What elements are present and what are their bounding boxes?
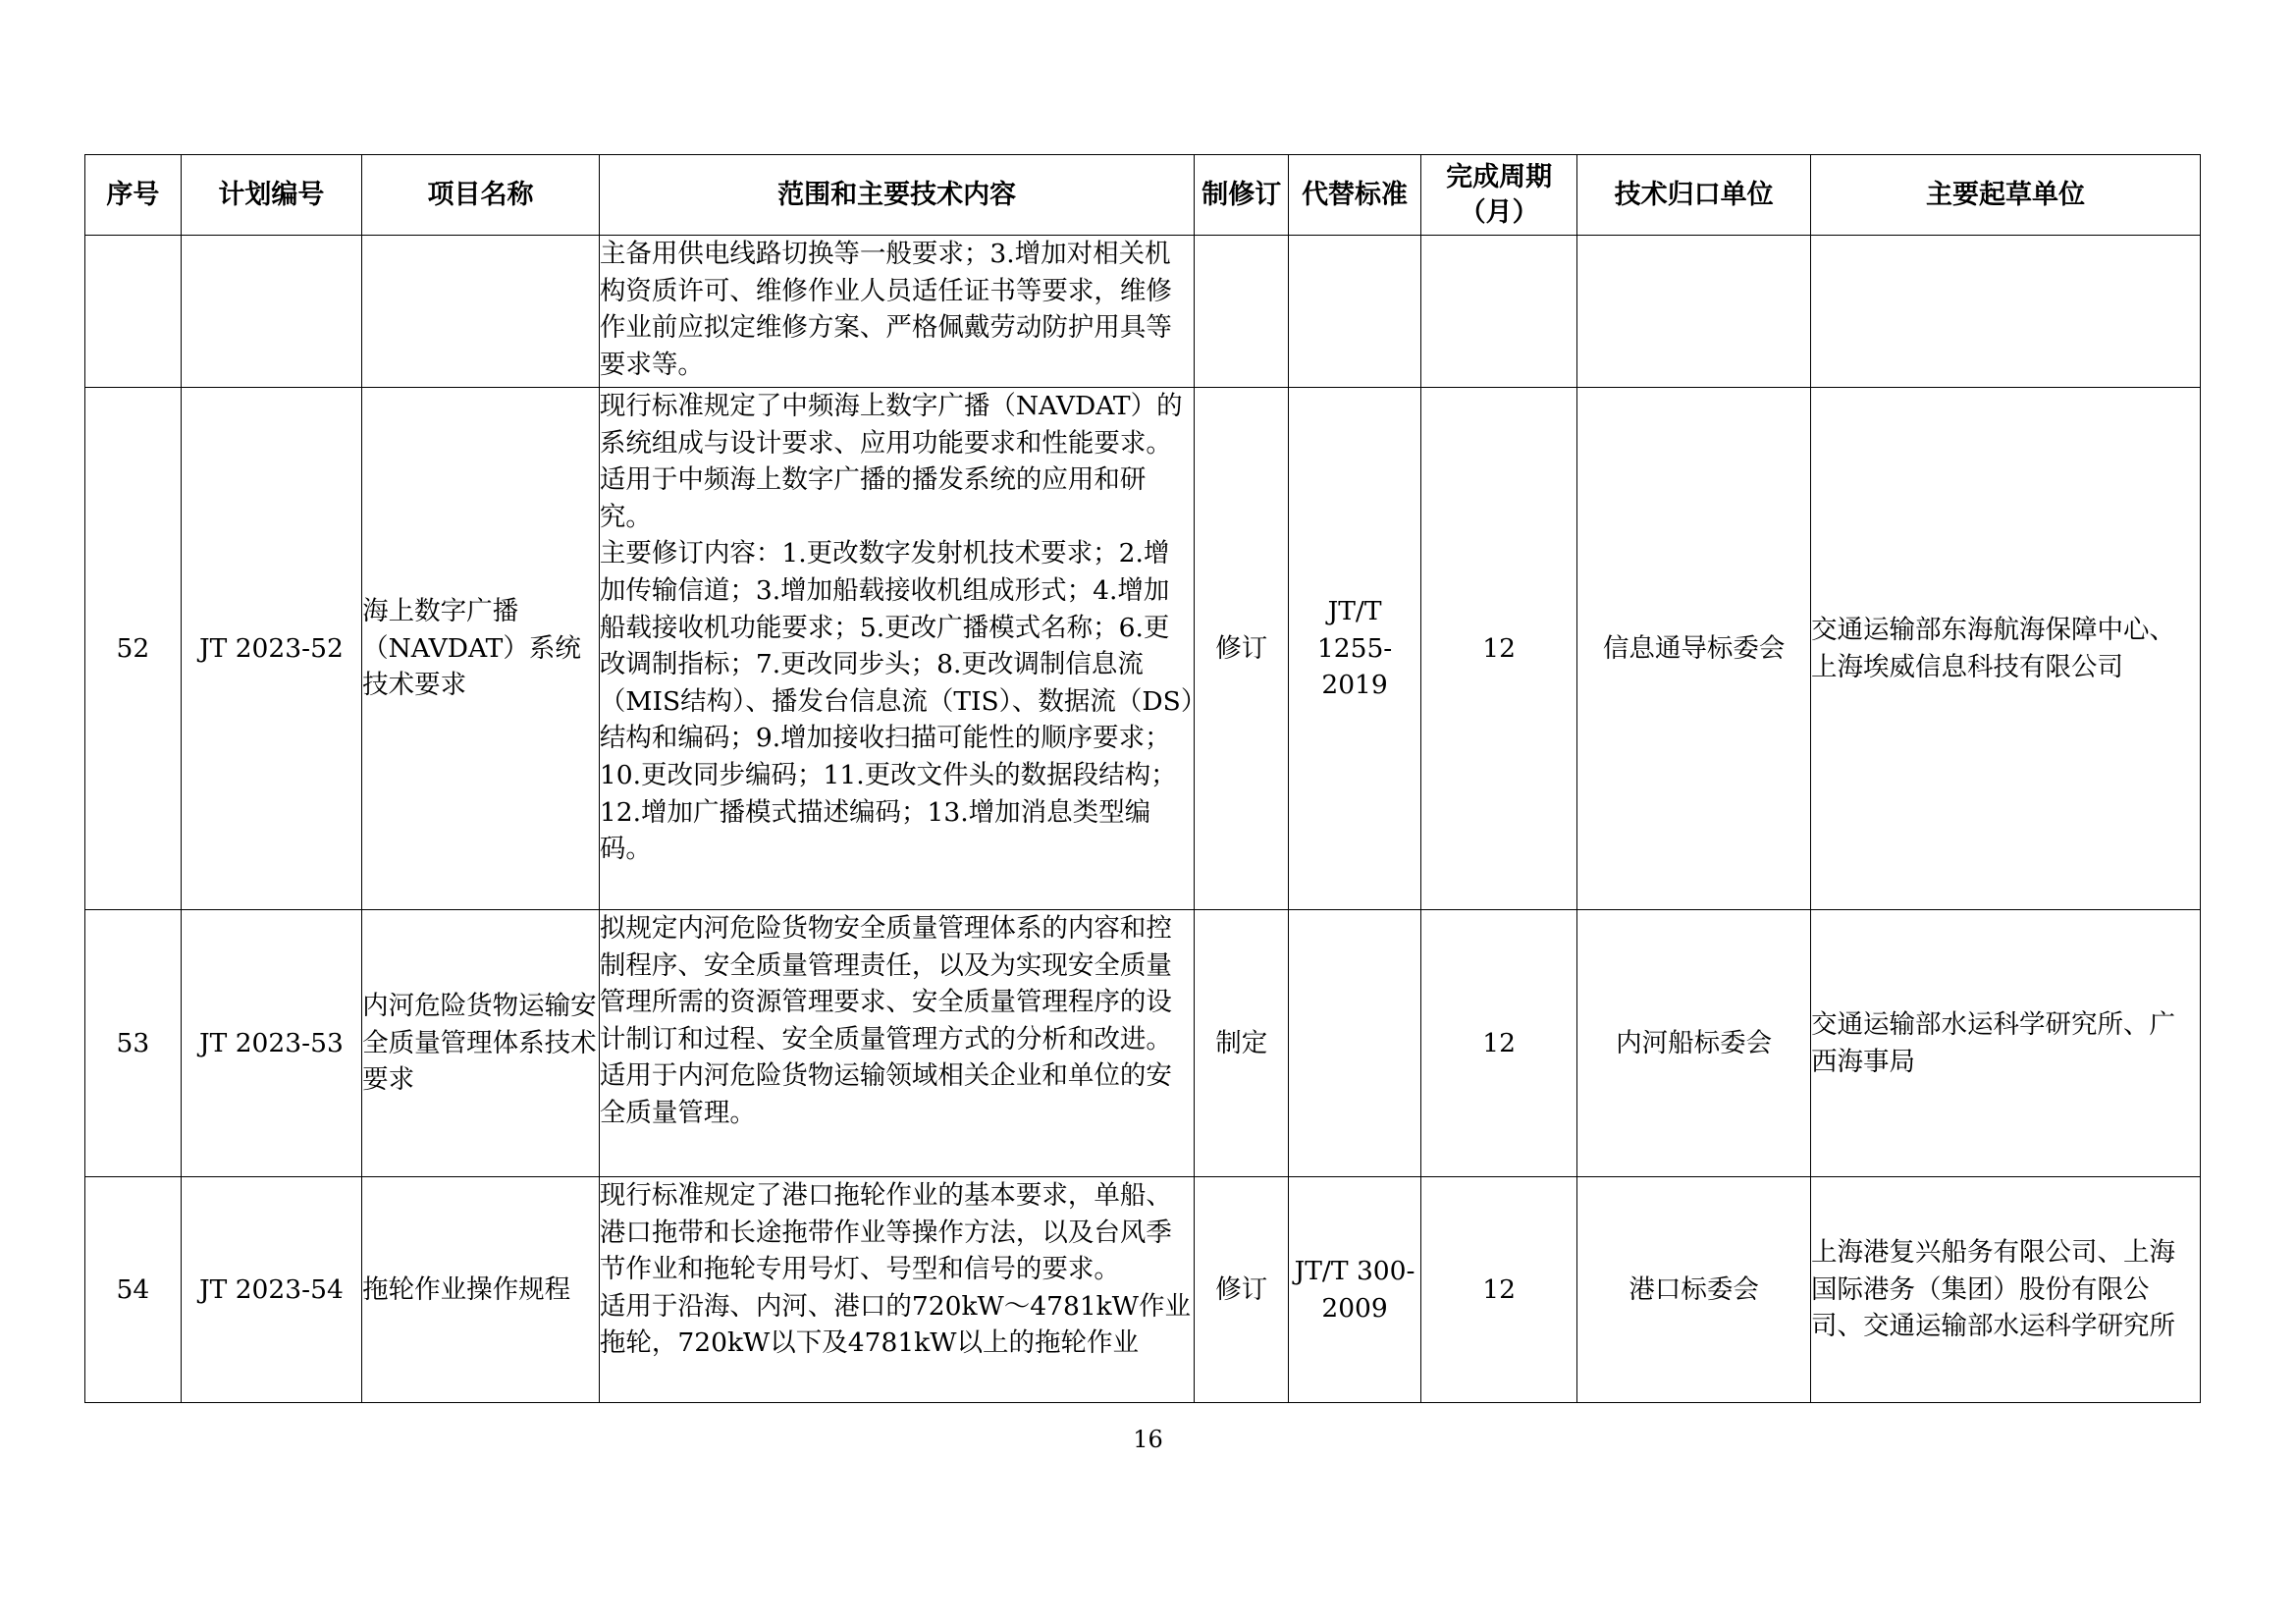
cell-tech-unit: 信息通导标委会 <box>1577 388 1811 910</box>
table-row <box>85 1177 2201 1403</box>
cell-scope <box>599 910 1195 1177</box>
cell-period: 12 <box>1421 1177 1577 1403</box>
header-plan-no: 计划编号 <box>181 155 361 236</box>
cell-empty <box>1421 236 1577 388</box>
cell-scope <box>599 388 1195 910</box>
cell-name: 拖轮作业操作规程 <box>362 1177 600 1403</box>
header-type: 制修订 <box>1195 155 1289 236</box>
cell-drafting: 上海港复兴船务有限公司、上海国际港务（集团）股份有限公司、交通运输部水运科学研究所 <box>1810 1177 2200 1403</box>
scope-paragraph: 主要修订内容：1.更改数字发射机技术要求；2.增加传输信道；3.增加船载接收机组成形式；4.增加船载接收机功能要求；5.更改广播模式名称；6.更改调制指标；7.更改同步头；8.更改调制信息流（MIS结构）、播发台信息流（TIS）、数据流（DS）结构和编码；9.增加接收扫描可能性的顺序要求；10.更改同步编码；11.更改文件头的数据段结构；12.增加广播模式描述编码；13.增加消息类型编码。 <box>599 538 1195 865</box>
table-row <box>85 388 2201 910</box>
cell-tech-unit: 内河船标委会 <box>1577 910 1811 1177</box>
scope-paragraph: 适用于沿海、内河、港口的720kW～4781kW作业拖轮，720kW以下及4781kW以上的拖轮作业 <box>599 1290 1191 1359</box>
cell-tech-unit: 港口标委会 <box>1577 1177 1811 1403</box>
cell-no: 52 <box>85 388 182 910</box>
scope-paragraph: 现行标准规定了港口拖轮作业的基本要求，单船、港口拖带和长途拖带作业等操作方法，以及台风季节作业和拖轮专用号灯、号型和信号的要求。 <box>599 1180 1172 1285</box>
cell-replace <box>1289 910 1421 1177</box>
cell-period: 12 <box>1421 910 1577 1177</box>
cell-no: 53 <box>85 910 182 1177</box>
cell-type: 修订 <box>1195 388 1289 910</box>
cell-type: 制定 <box>1195 910 1289 1177</box>
header-no: 序号 <box>85 155 182 236</box>
cell-plan-no: JT 2023-52 <box>181 388 361 910</box>
header-name: 项目名称 <box>362 155 600 236</box>
header-scope: 范围和主要技术内容 <box>599 155 1195 236</box>
cell-empty <box>362 236 600 388</box>
cell-drafting: 交通运输部水运科学研究所、广西海事局 <box>1810 910 2200 1177</box>
cell-name: 海上数字广播（NAVDAT）系统技术要求 <box>362 388 600 910</box>
page-number: 16 <box>1133 1426 1163 1453</box>
standards-plan-table <box>84 154 2201 1403</box>
header-tech-unit: 技术归口单位 <box>1577 155 1811 236</box>
header-replace: 代替标准 <box>1289 155 1421 236</box>
cell-empty <box>1810 236 2200 388</box>
cell-empty <box>1289 236 1421 388</box>
cell-name: 内河危险货物运输安全质量管理体系技术要求 <box>362 910 600 1177</box>
scope-paragraph: 拟规定内河危险货物安全质量管理体系的内容和控制程序、安全质量管理责任，以及为实现安全质量管理所需的资源管理要求、安全质量管理程序的设计制订和过程、安全质量管理方式的分析和改进。 <box>599 913 1172 1055</box>
cell-drafting: 交通运输部东海航海保障中心、上海埃威信息科技有限公司 <box>1810 388 2200 910</box>
scope-paragraph: 适用于中频海上数字广播的播发系统的应用和研究。 <box>599 464 1147 532</box>
cell-type: 修订 <box>1195 1177 1289 1403</box>
cell-scope-continuation: 主备用供电线路切换等一般要求；3.增加对相关机构资质许可、维修作业人员适任证书等要求，维修作业前应拟定维修方案、严格佩戴劳动防护用具等要求等。 <box>599 236 1195 388</box>
cell-empty <box>85 236 182 388</box>
cell-period: 12 <box>1421 388 1577 910</box>
table-row <box>85 910 2201 1177</box>
table-header-row <box>85 155 2201 236</box>
cell-scope <box>599 1177 1195 1403</box>
table-row-continuation <box>85 236 2201 388</box>
cell-empty <box>1195 236 1289 388</box>
cell-plan-no: JT 2023-54 <box>181 1177 361 1403</box>
cell-replace: JT/T 1255-2019 <box>1289 388 1421 910</box>
scope-paragraph: 现行标准规定了中频海上数字广播（NAVDAT）的系统组成与设计要求、应用功能要求和性能要求。 <box>599 391 1183 459</box>
header-drafting: 主要起草单位 <box>1810 155 2200 236</box>
cell-empty <box>1577 236 1811 388</box>
cell-plan-no: JT 2023-53 <box>181 910 361 1177</box>
cell-replace: JT/T 300-2009 <box>1289 1177 1421 1403</box>
cell-empty <box>181 236 361 388</box>
header-period: 完成周期（月） <box>1421 155 1577 236</box>
scope-paragraph: 适用于内河危险货物运输领域相关企业和单位的安全质量管理。 <box>599 1060 1172 1128</box>
cell-no: 54 <box>85 1177 182 1403</box>
